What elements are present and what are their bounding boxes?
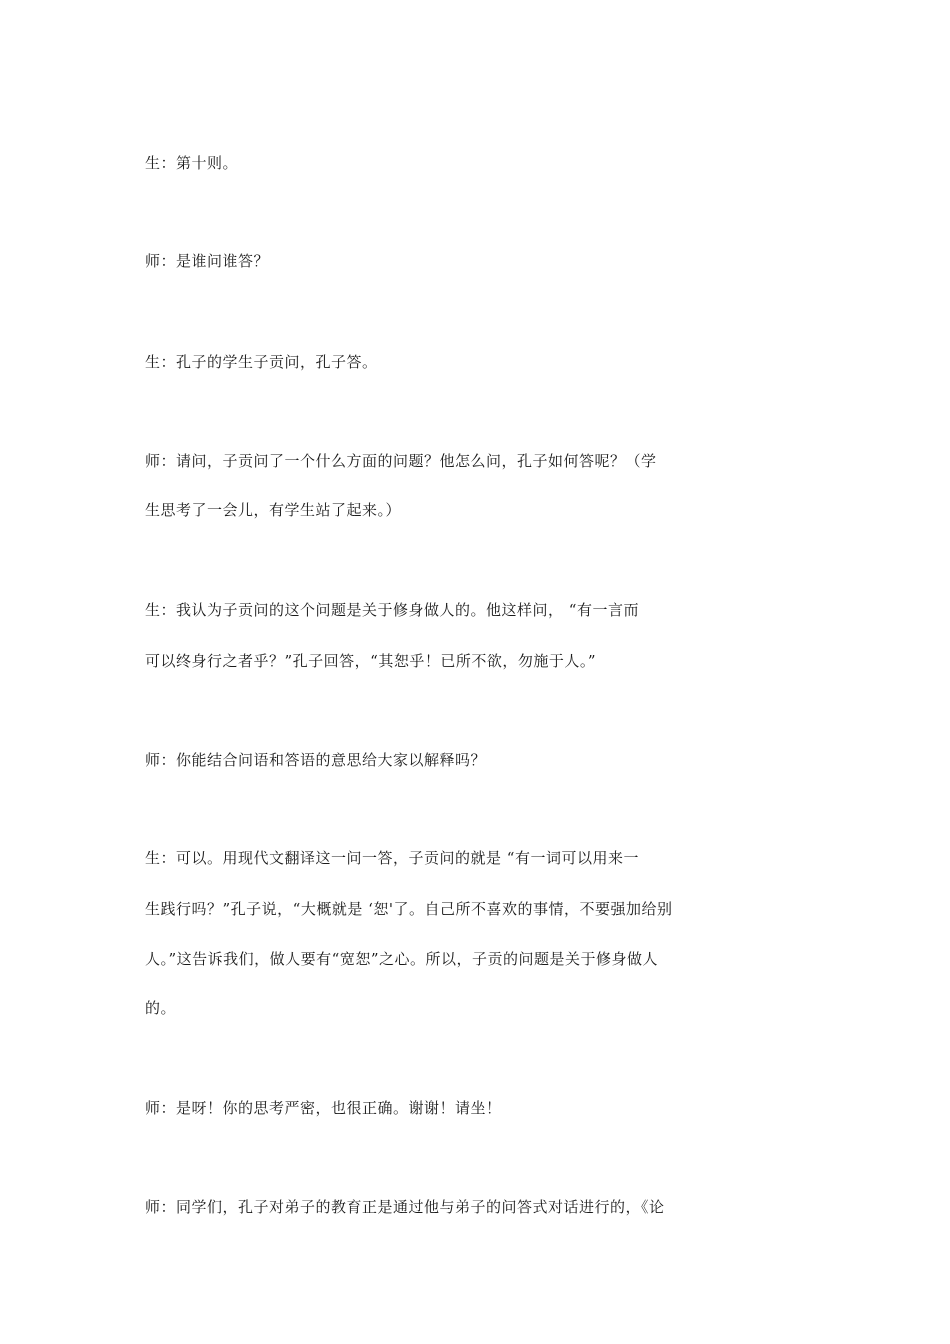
text-line: 生：第十则。: [145, 154, 239, 172]
text-line: 师：请问，子贡问了一个什么方面的问题？他怎么问，孔子如何答呢？（学: [145, 452, 657, 470]
text-line: 师：是谁问谁答？: [145, 252, 270, 270]
text-line: 生：孔子的学生子贡问，孔子答。: [145, 353, 378, 371]
text-line: 师：同学们，孔子对弟子的教育正是通过他与弟子的问答式对话进行的，《论: [145, 1198, 665, 1216]
text-line: 生思考了一会儿，有学生站了起来。）: [145, 501, 402, 519]
text-line: 师：你能结合问语和答语的意思给大家以解释吗？: [145, 751, 487, 769]
text-line: 生：我认为子贡问的这个问题是关于修身做人的。他这样问， “有一言而: [145, 601, 639, 619]
text-line: 生践行吗？”孔子说，“大概就是 ‘恕'了。自己所不喜欢的事情，不要强加给别: [145, 900, 673, 918]
text-line: 人。”这告诉我们，做人要有“宽恕”之心。所以，子贡的问题是关于修身做人: [145, 950, 659, 968]
text-line: 生：可以。用现代文翻译这一问一答，子贡问的就是 “有一词可以用来一: [145, 849, 639, 867]
text-line: 的。: [145, 999, 177, 1017]
text-line: 可以终身行之者乎？”孔子回答，“其恕乎！已所不欲，勿施于人。”: [145, 652, 597, 670]
text-line: 师：是呀！你的思考严密，也很正确。谢谢！请坐！: [145, 1099, 502, 1117]
